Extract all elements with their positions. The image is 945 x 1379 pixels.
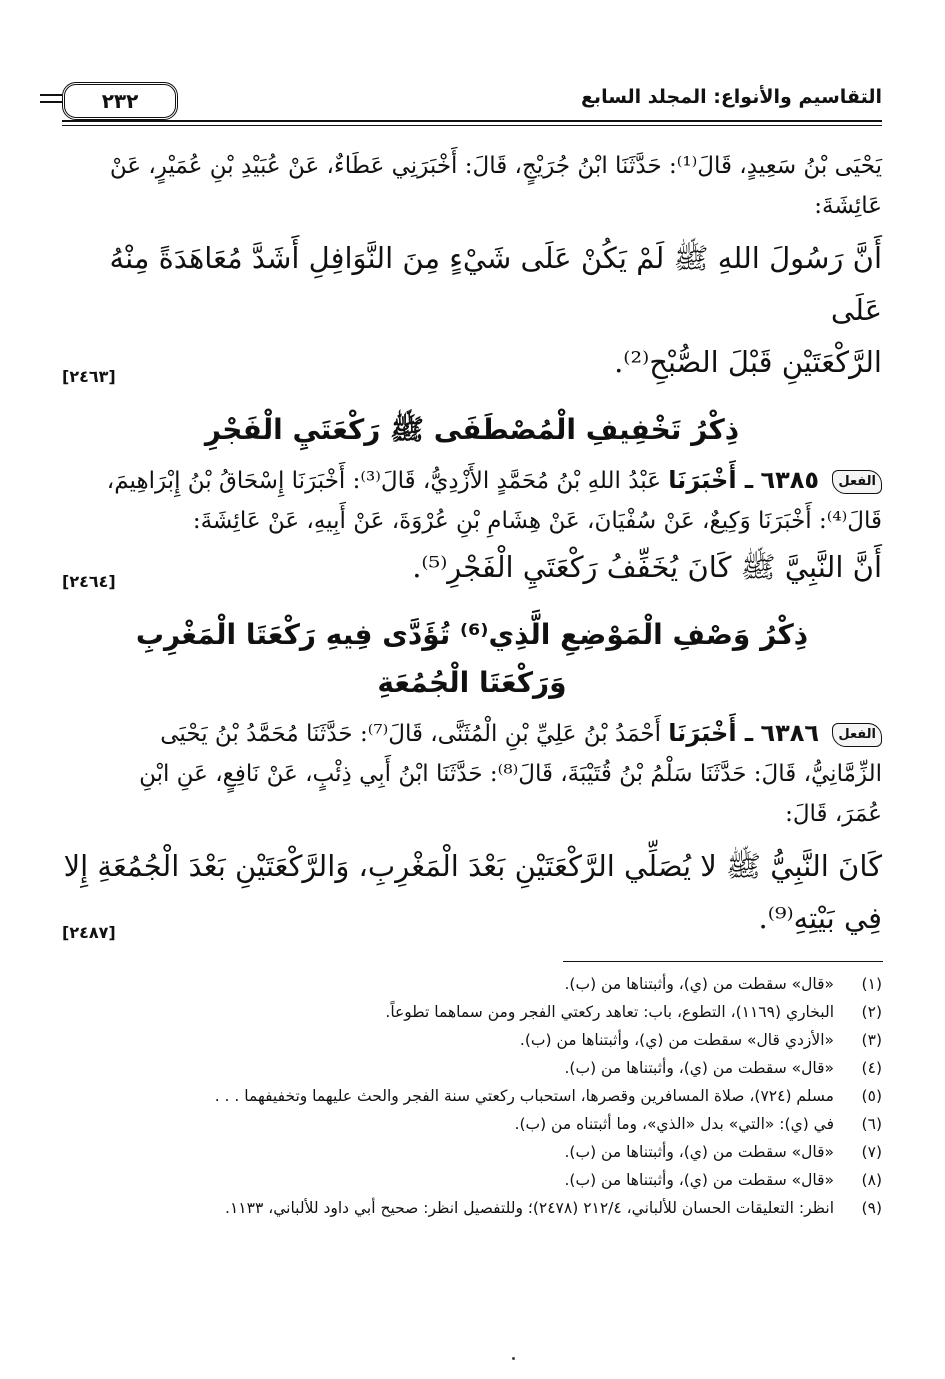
isnad-line: قَالَ⁽⁴⁾: أَخْبَرَنَا وَكِيعٌ، عَنْ سُفْيَانَ، عَنْ هِشَامِ بْنِ عُرْوَةَ، عَنْ أَبِيهِ، عَنْ عَائِشَةَ: [192,508,882,534]
footnote-text: «قال» سقطت من (ي)، وأثبتناها من (ب). [564,975,834,993]
section-heading: ذِكْرُ وَصْفِ الْمَوْضِعِ الَّذِي⁽⁶⁾ تُؤَدَّى فِيهِ رَكْعَتَا الْمَغْرِبِ [135,618,809,651]
reference-number: [٢٤٦٤] [62,572,116,591]
hadith-header-line [62,460,882,501]
footnote-label: (٦) [861,1115,882,1133]
hadith-number: ٦٣٨٥ [760,466,820,494]
akhbarana-word: ـ أَخْبَرَنَا [668,719,754,747]
footnote-text: «قال» سقطت من (ي)، وأثبتناها من (ب). [564,1059,834,1077]
footnote-text: في (ي): «التي» بدل «الذي»، وما أثبتناه من (ب). [514,1115,834,1133]
isnad-text: أَحْمَدُ بْنُ عَلِيِّ بْنِ الْمُثَنَّى، قَالَ⁽⁷⁾: حَدَّثَنَا مُحَمَّدُ بْنُ يَحْيَى [160,721,661,747]
isnad-text: عَبْدُ اللهِ بْنُ مُحَمَّدٍ الأَزْدِيُّ، قَالَ⁽³⁾: أَخْبَرَنَا إِسْحَاقُ بْنُ إِبْرَاهِيمَ، [106,468,661,494]
header-ornament-line [40,94,62,96]
footnote-label: (٣) [861,1031,882,1049]
footnote [62,1082,882,1110]
footnote [62,970,882,998]
hadith-matn: فِي بَيْتِهِ⁽⁹⁾. [758,901,882,935]
hadith-matn: كَانَ النَّبِيُّ ﷺ لا يُصَلِّي الرَّكْعَتَيْنِ بَعْدَ الْمَغْرِبِ، وَالرَّكْعَتَيْنِ بَعْدَ الْجُمُعَةِ إِلا [63,849,882,883]
footnote [62,1194,882,1222]
hadith-matn: الرَّكْعَتَيْنِ قَبْلَ الصُّبْحِ⁽²⁾. [614,345,882,379]
isnad-line: الزِّمَّانِيُّ، قَالَ: حَدَّثَنَا سَلْمُ بْنُ قُتَيْبَةَ، قَالَ⁽⁸⁾: حَدَّثَنَا ابْنُ أَبِي ذِئْبٍ، عَنْ نَافِعٍ، عَنِ ابْنِ [139,761,882,787]
section-heading: ذِكْرُ تَخْفِيفِ الْمُصْطَفَى ﷺ رَكْعَتَيِ الْفَجْرِ [204,413,740,446]
isnad-line: عَائِشَةَ: [814,193,882,219]
footnote-label: (٥) [861,1087,882,1105]
footnote-text: مسلم (٧٢٤)، صلاة المسافرين وقصرها، استحباب ركعتي سنة الفجر والحث عليهما وتخفيفهما . . . [214,1087,834,1105]
reference-number: [٢٤٦٣] [62,367,116,386]
footnote [62,998,882,1026]
footnote-separator [563,961,883,962]
footnote-text: البخاري (١١٦٩)، التطوع، باب: تعاهد ركعتي الفجر ومن سماهما تطوعاً. [385,1003,834,1021]
footnote-label: (٩) [861,1199,882,1217]
footnote-text: «الأزدي قال» سقطت من (ي)، وأثبتناها من (ب). [519,1031,834,1049]
footnote-label: (٤) [861,1059,882,1077]
reference-number: [٢٤٨٧] [62,923,116,942]
hadith-header-line [62,713,882,754]
footnote [62,1110,882,1138]
akhbarana-word: ـ أَخْبَرَنَا [668,466,754,494]
hadith-matn: أَنَّ رَسُولَ اللهِ ﷺ لَمْ يَكُنْ عَلَى شَيْءٍ مِنَ النَّوَافِلِ أَشَدَّ مُعَاهَدَةً مِنْهُ عَلَى [109,241,882,327]
page-number: ٢٣٢ [62,82,178,120]
footnote-text: «قال» سقطت من (ي)، وأثبتناها من (ب). [564,1143,834,1161]
footnote-text: انظر: التعليقات الحسان للألباني، ٢١٢/٤ (٢٤٧٨)؛ وللتفصيل انظر: صحيح أبي داود للألباني، ١١٣٣. [225,1199,834,1217]
hadith-matn-end [62,892,882,944]
header-ornament-line [40,101,62,103]
isnad-line: يَحْيَى بْنُ سَعِيدٍ، قَالَ⁽¹⁾: حَدَّثَنَا ابْنُ جُرَيْجٍ، قَالَ: أَخْبَرَنِي عَطَاءٌ، عَنْ عُبَيْدِ بْنِ عُمَيْرٍ، عَنْ [109,153,882,179]
header-rule [62,120,882,122]
footnote-text: «قال» سقطت من (ي)، وأثبتناها من (ب). [564,1171,834,1189]
footnote [62,1026,882,1054]
page-header [62,82,882,122]
hadith-matn-end [62,336,882,388]
hadith-matn-end [62,541,882,593]
footnote-label: (١) [861,975,882,993]
hadith-matn: أَنَّ النَّبِيَّ ﷺ كَانَ يُخَفِّفُ رَكْعَتَيِ الْفَجْرِ⁽⁵⁾. [412,550,882,584]
category-badge: الفعل [832,470,882,494]
section-heading: وَرَكْعَتَا الْجُمُعَةِ [377,666,567,699]
footnote-label: (٧) [861,1143,882,1161]
scan-speck [512,1357,515,1360]
category-badge: الفعل [832,723,882,747]
footnotes [62,970,882,1222]
footnote [62,1054,882,1082]
header-rule [62,125,882,126]
main-text [62,146,882,944]
footnote [62,1138,882,1166]
footnote [62,1166,882,1194]
footnote-label: (٨) [861,1171,882,1189]
footnote-label: (٢) [861,1003,882,1021]
hadith-number: ٦٣٨٦ [760,719,820,747]
isnad-line: عُمَرَ، قَالَ: [785,801,882,827]
running-title: التقاسيم والأنواع: المجلد السابع [580,86,882,108]
